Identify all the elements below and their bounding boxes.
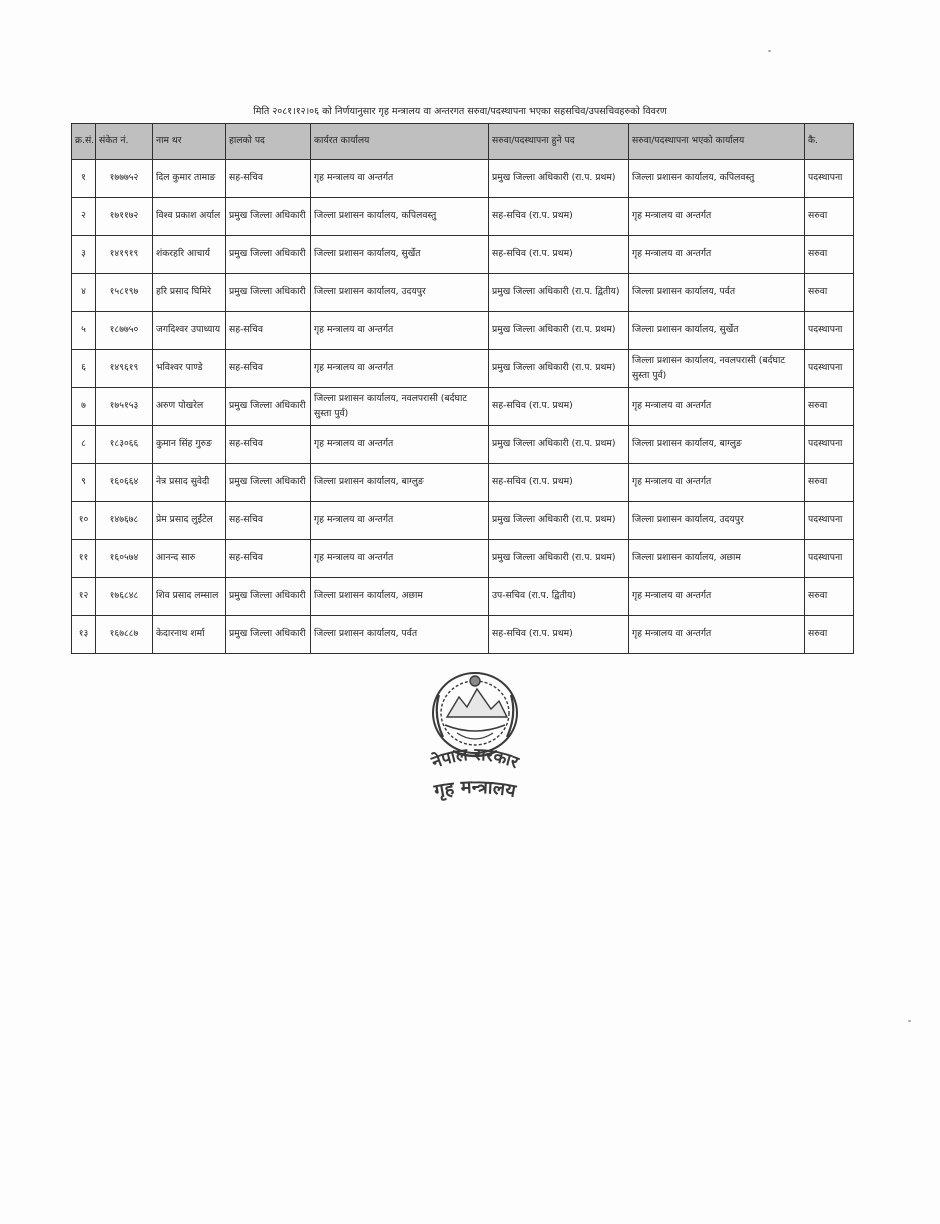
cell-new-post: प्रमुख जिल्ला अधिकारी (रा.प. प्रथम) [489, 502, 629, 540]
cell-office: गृह मन्त्रालय वा अन्तर्गत [311, 160, 489, 198]
cell-remark: पदस्थापना [805, 160, 854, 198]
cell-name: प्रेम प्रसाद लुईंटेल [153, 502, 226, 540]
cell-remark: पदस्थापना [805, 312, 854, 350]
cell-current-post: प्रमुख जिल्ला अधिकारी [226, 388, 311, 426]
cell-new-post: प्रमुख जिल्ला अधिकारी (रा.प. द्वितीय) [489, 274, 629, 312]
table-row [72, 350, 854, 388]
cell-new-post: सह-सचिव (रा.प. प्रथम) [489, 198, 629, 236]
cell-remark: सरुवा [805, 236, 854, 274]
header-new-post: सरुवा/पदस्थापना हुने पद [489, 124, 629, 160]
header-remark: कै. [805, 124, 854, 160]
cell-remark: पदस्थापना [805, 502, 854, 540]
table-row [72, 464, 854, 502]
cell-remark: पदस्थापना [805, 540, 854, 578]
cell-current-post: प्रमुख जिल्ला अधिकारी [226, 464, 311, 502]
cell-current-post: प्रमुख जिल्ला अधिकारी [226, 578, 311, 616]
header-name: नाम थर [153, 124, 226, 160]
cell-current-post: सह-सचिव [226, 312, 311, 350]
table-row [72, 312, 854, 350]
cell-code: १८३०६६ [96, 426, 153, 464]
cell-sn: ७ [72, 388, 96, 426]
cell-remark: पदस्थापना [805, 426, 854, 464]
table-row [72, 388, 854, 426]
cell-new-post: प्रमुख जिल्ला अधिकारी (रा.प. प्रथम) [489, 160, 629, 198]
cell-current-post: सह-सचिव [226, 426, 311, 464]
cell-sn: १३ [72, 616, 96, 654]
header-office: कार्यरत कार्यालय [311, 124, 489, 160]
cell-new-office: जिल्ला प्रशासन कार्यालय, बाग्लुङ [629, 426, 805, 464]
scan-speck [908, 1020, 911, 1022]
table-row [72, 426, 854, 464]
cell-sn: ३ [72, 236, 96, 274]
cell-sn: ४ [72, 274, 96, 312]
cell-office: जिल्ला प्रशासन कार्यालय, बाग्लुङ [311, 464, 489, 502]
table-row [72, 616, 854, 654]
cell-code: १५८१९७ [96, 274, 153, 312]
cell-new-post: सह-सचिव (रा.प. प्रथम) [489, 616, 629, 654]
cell-code: १७५१५३ [96, 388, 153, 426]
table-row [72, 198, 854, 236]
cell-office: गृह मन्त्रालय वा अन्तर्गत [311, 350, 489, 388]
cell-name: अरुण पोखरेल [153, 388, 226, 426]
seal-line-2: गृह मन्त्रालय [432, 776, 518, 802]
cell-code: १८७७५० [96, 312, 153, 350]
cell-new-office: गृह मन्त्रालय वा अन्तर्गत [629, 388, 805, 426]
cell-sn: १२ [72, 578, 96, 616]
cell-office: जिल्ला प्रशासन कार्यालय, सुर्खेत [311, 236, 489, 274]
cell-office: जिल्ला प्रशासन कार्यालय, अछाम [311, 578, 489, 616]
cell-name: नेत्र प्रसाद सुवेदी [153, 464, 226, 502]
seal-line-1: नेपाल सरकार [429, 744, 522, 774]
cell-code: १४९६१९ [96, 350, 153, 388]
scan-speck [768, 50, 771, 52]
cell-sn: २ [72, 198, 96, 236]
cell-remark: सरुवा [805, 388, 854, 426]
cell-code: १६७८८७ [96, 616, 153, 654]
cell-remark: सरुवा [805, 464, 854, 502]
cell-code: १७११७२ [96, 198, 153, 236]
cell-remark: सरुवा [805, 616, 854, 654]
cell-office: गृह मन्त्रालय वा अन्तर्गत [311, 540, 489, 578]
nepal-government-emblem-icon [433, 673, 517, 756]
cell-sn: ९ [72, 464, 96, 502]
table-header-row [72, 124, 854, 160]
cell-name: आनन्द सारु [153, 540, 226, 578]
cell-new-office: गृह मन्त्रालय वा अन्तर्गत [629, 616, 805, 654]
table-row [72, 502, 854, 540]
cell-new-office: गृह मन्त्रालय वा अन्तर्गत [629, 578, 805, 616]
ministry-seal-stamp [395, 665, 555, 815]
cell-current-post: सह-सचिव [226, 540, 311, 578]
cell-sn: ८ [72, 426, 96, 464]
cell-new-post: उप-सचिव (रा.प. द्वितीय) [489, 578, 629, 616]
cell-name: हरि प्रसाद घिमिरे [153, 274, 226, 312]
cell-name: शंकरहरि आचार्य [153, 236, 226, 274]
cell-new-office: जिल्ला प्रशासन कार्यालय, अछाम [629, 540, 805, 578]
cell-remark: पदस्थापना [805, 350, 854, 388]
cell-sn: १ [72, 160, 96, 198]
cell-new-office: जिल्ला प्रशासन कार्यालय, उदयपुर [629, 502, 805, 540]
cell-sn: ११ [72, 540, 96, 578]
cell-code: १७६८४८ [96, 578, 153, 616]
cell-office: जिल्ला प्रशासन कार्यालय, उदयपुर [311, 274, 489, 312]
cell-new-post: प्रमुख जिल्ला अधिकारी (रा.प. प्रथम) [489, 350, 629, 388]
transfer-table [71, 123, 854, 654]
cell-remark: सरुवा [805, 578, 854, 616]
cell-new-post: सह-सचिव (रा.प. प्रथम) [489, 236, 629, 274]
cell-office: गृह मन्त्रालय वा अन्तर्गत [311, 426, 489, 464]
cell-remark: सरुवा [805, 198, 854, 236]
cell-office: गृह मन्त्रालय वा अन्तर्गत [311, 502, 489, 540]
document-title: मिति २०८१।१२।०६ को निर्णयानुसार गृह मन्त्रालय वा अन्तरगत सरुवा/पदस्थापना भएका सहसचिव/उपसचिवहरुको विवरण [253, 106, 667, 117]
cell-code: १७७७५२ [96, 160, 153, 198]
cell-current-post: प्रमुख जिल्ला अधिकारी [226, 274, 311, 312]
table-row [72, 274, 854, 312]
cell-new-post: प्रमुख जिल्ला अधिकारी (रा.प. प्रथम) [489, 426, 629, 464]
table-row [72, 236, 854, 274]
cell-new-office: गृह मन्त्रालय वा अन्तर्गत [629, 464, 805, 502]
cell-new-office: जिल्ला प्रशासन कार्यालय, कपिलवस्तु [629, 160, 805, 198]
cell-new-post: प्रमुख जिल्ला अधिकारी (रा.प. प्रथम) [489, 312, 629, 350]
cell-code: १६०६६४ [96, 464, 153, 502]
cell-name: भविश्वर पाण्डे [153, 350, 226, 388]
cell-code: १४७६७८ [96, 502, 153, 540]
table-row [72, 578, 854, 616]
cell-new-post: प्रमुख जिल्ला अधिकारी (रा.प. प्रथम) [489, 540, 629, 578]
cell-current-post: सह-सचिव [226, 160, 311, 198]
cell-current-post: प्रमुख जिल्ला अधिकारी [226, 198, 311, 236]
cell-current-post: सह-सचिव [226, 502, 311, 540]
cell-office: जिल्ला प्रशासन कार्यालय, कपिलवस्तु [311, 198, 489, 236]
cell-name: दिल कुमार तामाङ [153, 160, 226, 198]
cell-code: १४१९१९ [96, 236, 153, 274]
table-row [72, 160, 854, 198]
cell-name: शिव प्रसाद लम्साल [153, 578, 226, 616]
cell-name: कुमान सिंह गुरुङ [153, 426, 226, 464]
cell-name: केदारनाथ शर्मा [153, 616, 226, 654]
cell-current-post: प्रमुख जिल्ला अधिकारी [226, 236, 311, 274]
cell-new-office: जिल्ला प्रशासन कार्यालय, पर्वत [629, 274, 805, 312]
cell-sn: ५ [72, 312, 96, 350]
cell-current-post: सह-सचिव [226, 350, 311, 388]
cell-office: जिल्ला प्रशासन कार्यालय, नवलपरासी (बर्दघाट सुस्ता पुर्व) [311, 388, 489, 426]
cell-new-office: जिल्ला प्रशासन कार्यालय, नवलपरासी (बर्दघाट सुस्ता पुर्व) [629, 350, 805, 388]
cell-current-post: प्रमुख जिल्ला अधिकारी [226, 616, 311, 654]
cell-office: गृह मन्त्रालय वा अन्तर्गत [311, 312, 489, 350]
cell-new-office: गृह मन्त्रालय वा अन्तर्गत [629, 198, 805, 236]
cell-new-post: सह-सचिव (रा.प. प्रथम) [489, 388, 629, 426]
cell-sn: १० [72, 502, 96, 540]
cell-sn: ६ [72, 350, 96, 388]
cell-office: जिल्ला प्रशासन कार्यालय, पर्वत [311, 616, 489, 654]
cell-remark: सरुवा [805, 274, 854, 312]
header-current-post: हालको पद [226, 124, 311, 160]
cell-new-office: गृह मन्त्रालय वा अन्तर्गत [629, 236, 805, 274]
cell-new-post: सह-सचिव (रा.प. प्रथम) [489, 464, 629, 502]
cell-code: १६०५७४ [96, 540, 153, 578]
header-code: संकेत नं. [96, 124, 153, 160]
cell-name: विश्व प्रकाश अर्याल [153, 198, 226, 236]
cell-name: जगदिश्वर उपाध्याय [153, 312, 226, 350]
header-sn: क्र.सं. [72, 124, 96, 160]
header-new-office: सरुवा/पदस्थापना भएको कार्यालय [629, 124, 805, 160]
cell-new-office: जिल्ला प्रशासन कार्यालय, सुर्खेत [629, 312, 805, 350]
table-row [72, 540, 854, 578]
